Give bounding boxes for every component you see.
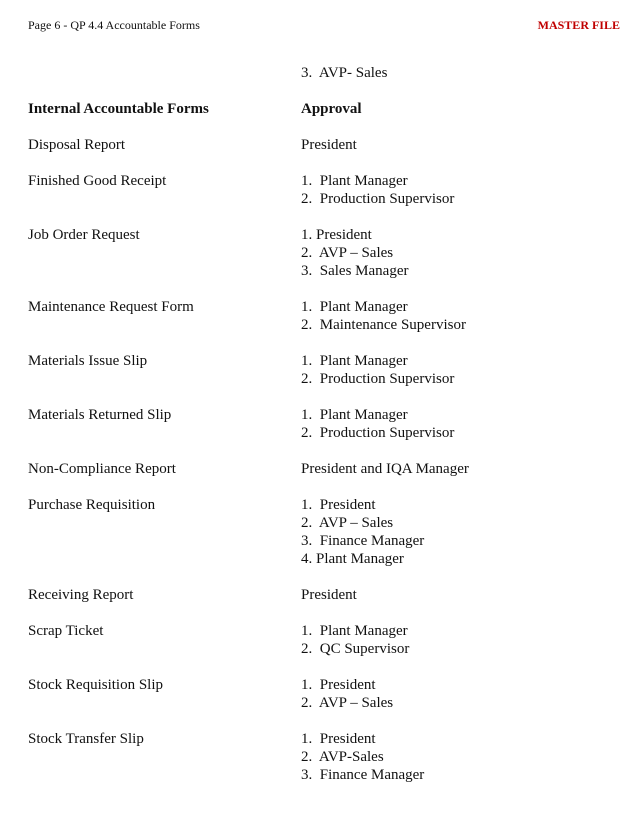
approval-line: 1. President <box>301 677 376 693</box>
approval-line: 3. Finance Manager <box>301 767 425 783</box>
form-approvals <box>300 406 635 442</box>
form-name: Materials Issue Slip <box>28 353 148 369</box>
form-approvals <box>300 172 635 208</box>
document-body <box>0 64 635 802</box>
form-row <box>0 730 635 784</box>
form-approvals <box>300 730 635 784</box>
form-row <box>0 352 635 388</box>
form-approvals <box>300 586 635 604</box>
approval-line: 1. Plant Manager <box>301 299 408 315</box>
form-approvals <box>300 298 635 334</box>
approval-line: 2. AVP – Sales <box>301 695 394 711</box>
form-row <box>0 298 635 334</box>
forms-column-heading: Internal Accountable Forms <box>28 101 209 117</box>
approval-line: 2. AVP – Sales <box>301 245 394 261</box>
form-row <box>0 172 635 208</box>
form-row <box>0 406 635 442</box>
approval-line: 2. Maintenance Supervisor <box>301 317 466 333</box>
approval-line: 2. Production Supervisor <box>301 371 455 387</box>
form-row <box>0 226 635 280</box>
approval-line: 1. Plant Manager <box>301 353 408 369</box>
form-name: Non-Compliance Report <box>28 461 176 477</box>
form-approvals <box>300 226 635 280</box>
approval-line: 1. President <box>301 497 376 513</box>
master-file-label: MASTER FILE <box>537 18 620 32</box>
form-approvals <box>300 352 635 388</box>
form-name: Stock Requisition Slip <box>28 677 164 693</box>
approval-line: 3. AVP- Sales <box>301 65 388 81</box>
form-name: Maintenance Request Form <box>28 299 194 315</box>
forms-list <box>0 136 635 784</box>
approval-line: President and IQA Manager <box>301 461 469 477</box>
approval-line: 1. President <box>301 731 376 747</box>
form-name: Stock Transfer Slip <box>28 731 144 747</box>
form-row <box>0 136 635 154</box>
form-row <box>0 622 635 658</box>
approval-line: 2. QC Supervisor <box>301 641 410 657</box>
form-name: Receiving Report <box>28 587 134 603</box>
form-approvals <box>300 622 635 658</box>
approval-line: President <box>301 587 357 603</box>
approval-line: 4. Plant Manager <box>301 551 404 567</box>
form-row <box>0 586 635 604</box>
approval-line: 1. Plant Manager <box>301 173 408 189</box>
form-row <box>0 460 635 478</box>
form-approvals <box>300 496 635 568</box>
approval-line: 3. Sales Manager <box>301 263 409 279</box>
form-name: Job Order Request <box>28 227 140 243</box>
approval-line: 1. Plant Manager <box>301 407 408 423</box>
form-row <box>0 676 635 712</box>
form-name: Finished Good Receipt <box>28 173 167 189</box>
approval-line: President <box>301 137 357 153</box>
continuation-form-cell <box>0 64 300 82</box>
form-approvals <box>300 460 635 478</box>
continuation-row <box>0 64 635 82</box>
approval-line: 1. Plant Manager <box>301 623 408 639</box>
approval-line: 2. Production Supervisor <box>301 425 455 441</box>
page-header-title: Page 6 - QP 4.4 Accountable Forms <box>28 18 200 32</box>
approval-line: 3. Finance Manager <box>301 533 425 549</box>
form-name: Purchase Requisition <box>28 497 156 513</box>
approval-line: 2. AVP-Sales <box>301 749 384 765</box>
approval-line: 2. AVP – Sales <box>301 515 394 531</box>
form-name: Materials Returned Slip <box>28 407 172 423</box>
approval-column-heading: Approval <box>301 101 362 117</box>
form-name: Disposal Report <box>28 137 126 153</box>
approval-line: 2. Production Supervisor <box>301 191 455 207</box>
continuation-approval-cell <box>300 64 635 82</box>
approval-line: 1. President <box>301 227 372 243</box>
form-name: Scrap Ticket <box>28 623 104 639</box>
form-row <box>0 496 635 568</box>
form-approvals <box>300 676 635 712</box>
table-header-row <box>0 100 635 118</box>
form-approvals <box>300 136 635 154</box>
